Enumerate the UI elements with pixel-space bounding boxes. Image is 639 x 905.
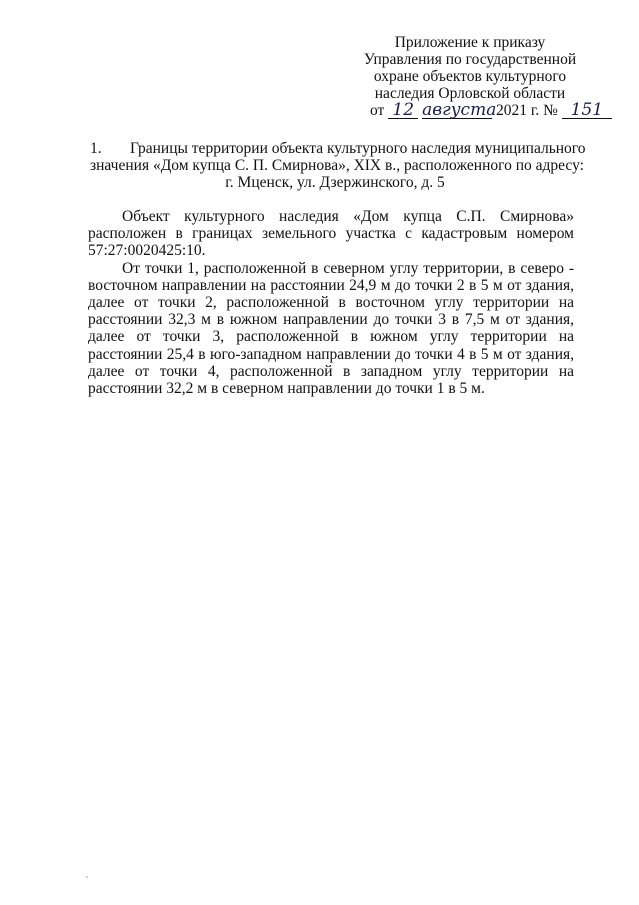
header-line-4: наследия Орловской области	[374, 85, 566, 102]
scan-speck	[86, 876, 88, 878]
header-line-3: охране объектов культурного	[373, 68, 567, 85]
handwritten-order-number: 151	[562, 102, 612, 119]
body-text	[88, 208, 574, 397]
section-title-line-1: Границы территории объекта культурного наследия муниципального	[130, 140, 586, 157]
header-line-1: Приложение к приказу	[394, 34, 546, 51]
section-title-line-2: значения «Дом купца С. П. Смирнова», XIX в., расположенного по адресу:	[90, 157, 584, 174]
date-year: 2021 г. №	[495, 102, 558, 119]
handwritten-month: августа	[422, 100, 497, 120]
date-prefix: от	[370, 102, 385, 119]
paragraph-object-description: Объект культурного наследия «Дом купца С.П. Смирнова» расположен в границах земельного участка с кадастровым номером 57:27:0020425:10.	[88, 208, 574, 260]
appendix-header	[352, 34, 604, 120]
paragraph-boundary-description: От точки 1, расположенной в северном углу территории, в северо - восточном направлении на расстоянии 24,9 м до точки 2 в 5 м от здания, далее от точки 2, расположенной в восточном углу территории на расстоянии 32,3 м в южном направлении до точки 3 в 7,5 м от здания, далее от точки 3, расположенной в южном углу территории на расстоянии 25,4 в юго-западном направлении до точки 4 в 5 м от здания, далее от точки 4, расположенной в западном углу территории на расстоянии 32,2 м в северном направлении до точки 1 в 5 м.	[88, 259, 574, 398]
handwritten-day: 12	[388, 102, 418, 119]
section-title-line-3: г. Мценск, ул. Дзержинского, д. 5	[225, 174, 445, 191]
section-number: 1.	[90, 140, 102, 157]
header-line-2: Управления по государственной	[363, 51, 577, 68]
order-date-line	[352, 100, 604, 120]
section-title	[90, 140, 586, 191]
